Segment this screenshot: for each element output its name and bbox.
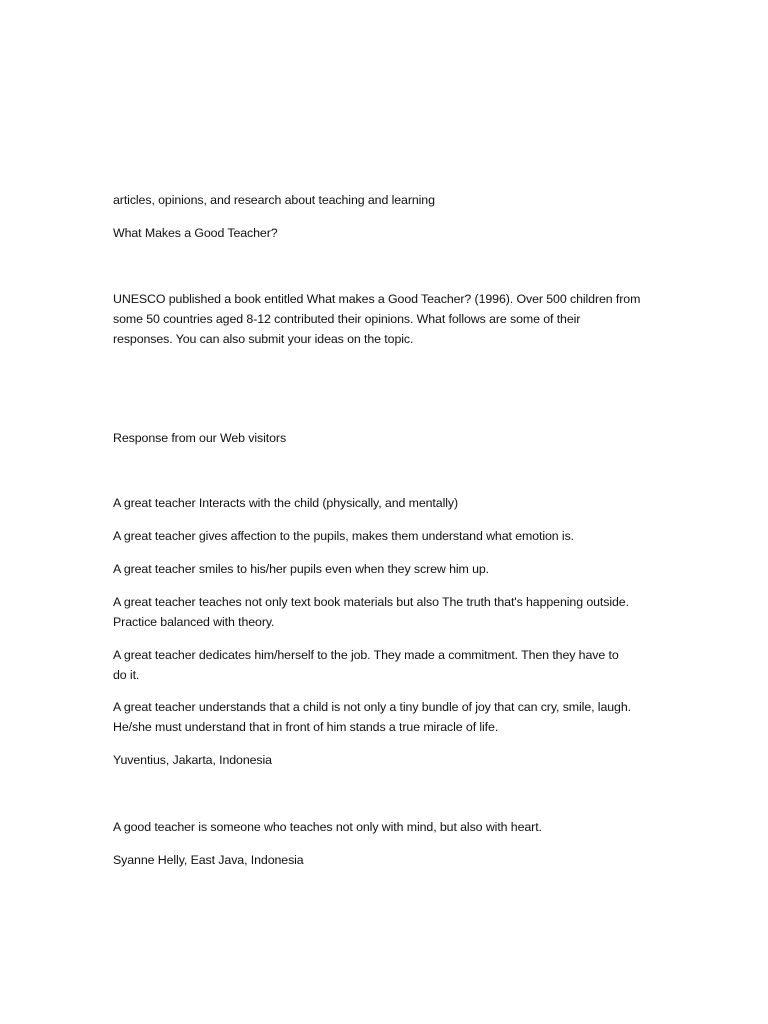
article-title: What Makes a Good Teacher? <box>113 226 278 240</box>
statement-line: A great teacher teaches not only text book materials but also The truth that's happening outside. <box>113 595 629 609</box>
response-statement <box>113 697 673 737</box>
statement-line: He/she must understand that in front of him stands a true miracle of life. <box>113 720 499 734</box>
intro-line: some 50 countries aged 8-12 contributed their opinions. What follows are some of their <box>113 312 581 326</box>
intro-paragraph <box>113 289 673 349</box>
response-statement <box>113 645 673 685</box>
tagline: articles, opinions, and research about teaching and learning <box>113 193 435 207</box>
intro-line: responses. You can also submit your ideas on the topic. <box>113 332 414 346</box>
response-statement <box>113 592 673 632</box>
statement-line: do it. <box>113 668 140 682</box>
statement-line: Practice balanced with theory. <box>113 615 275 629</box>
intro-line: UNESCO published a book entitled What makes a Good Teacher? (1996). Over 500 children from <box>113 292 641 306</box>
responses-heading: Response from our Web visitors <box>113 431 287 445</box>
response-author: Yuventius, Jakarta, Indonesia <box>113 753 272 767</box>
statement-line: A great teacher dedicates him/herself to the job. They made a commitment. Then they have to <box>113 648 619 662</box>
response-author: Syanne Helly, East Java, Indonesia <box>113 853 304 867</box>
statement-line: A great teacher understands that a child is not only a tiny bundle of joy that can cry, smile, laugh. <box>113 700 631 714</box>
response-statement: A good teacher is someone who teaches not only with mind, but also with heart. <box>113 820 542 834</box>
response-statement: A great teacher Interacts with the child (physically, and mentally) <box>113 496 458 510</box>
response-statement: A great teacher smiles to his/her pupils even when they screw him up. <box>113 562 490 576</box>
response-statement: A great teacher gives affection to the pupils, makes them understand what emotion is. <box>113 529 575 543</box>
